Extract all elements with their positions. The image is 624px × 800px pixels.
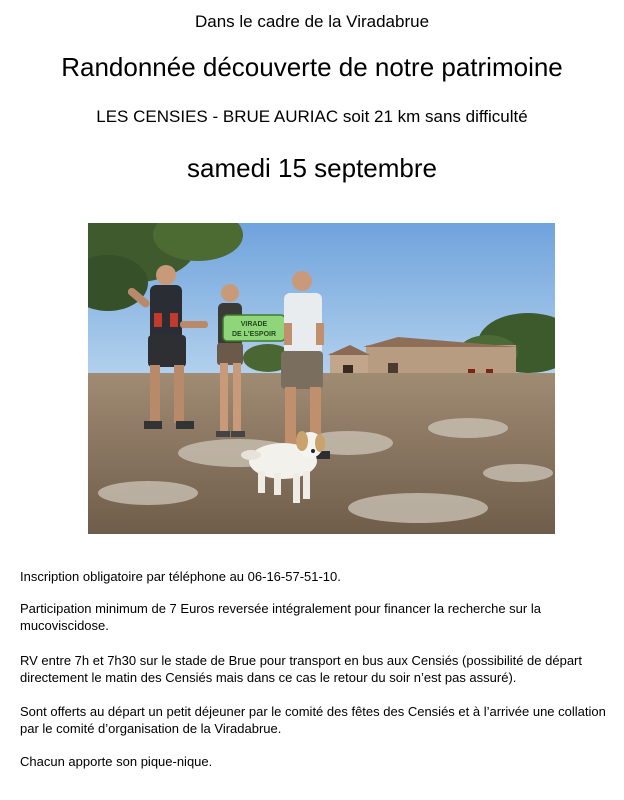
info-offerts: Sont offerts au départ un petit déjeuner par le comité des fêtes des Censiés et à l’arrivée une collation par le comité d’organisation de la Viradabrue. — [20, 704, 606, 736]
virade-sign — [223, 315, 285, 341]
info-participation: Participation minimum de 7 Euros reversée intégralement pour financer la recherche sur la mucoviscidose. — [20, 601, 541, 633]
info-inscription: Inscription obligatoire par téléphone au 06-16-57-51-10. — [20, 569, 341, 584]
route-description: LES CENSIES - BRUE AURIAC soit 21 km sans difficulté — [96, 107, 528, 126]
page-title: Randonnée découverte de notre patrimoine — [61, 52, 563, 82]
hikers-photo — [88, 223, 555, 534]
event-date: samedi 15 septembre — [186, 153, 438, 183]
event-context: Dans le cadre de la Viradabrue — [194, 12, 430, 31]
sign-line1: VIRADE — [240, 321, 268, 328]
info-piquenique: Chacun apporte son pique-nique. — [20, 754, 213, 769]
info-rendezvous: RV entre 7h et 7h30 sur le stade de Brue pour transport en bus aux Censiés (possibilité de départ directement le matin des Censiés mais dans ce cas le retour du soir n’est pas assuré). — [20, 653, 582, 685]
sign-line2: DE L'ESPOIR — [231, 331, 277, 338]
